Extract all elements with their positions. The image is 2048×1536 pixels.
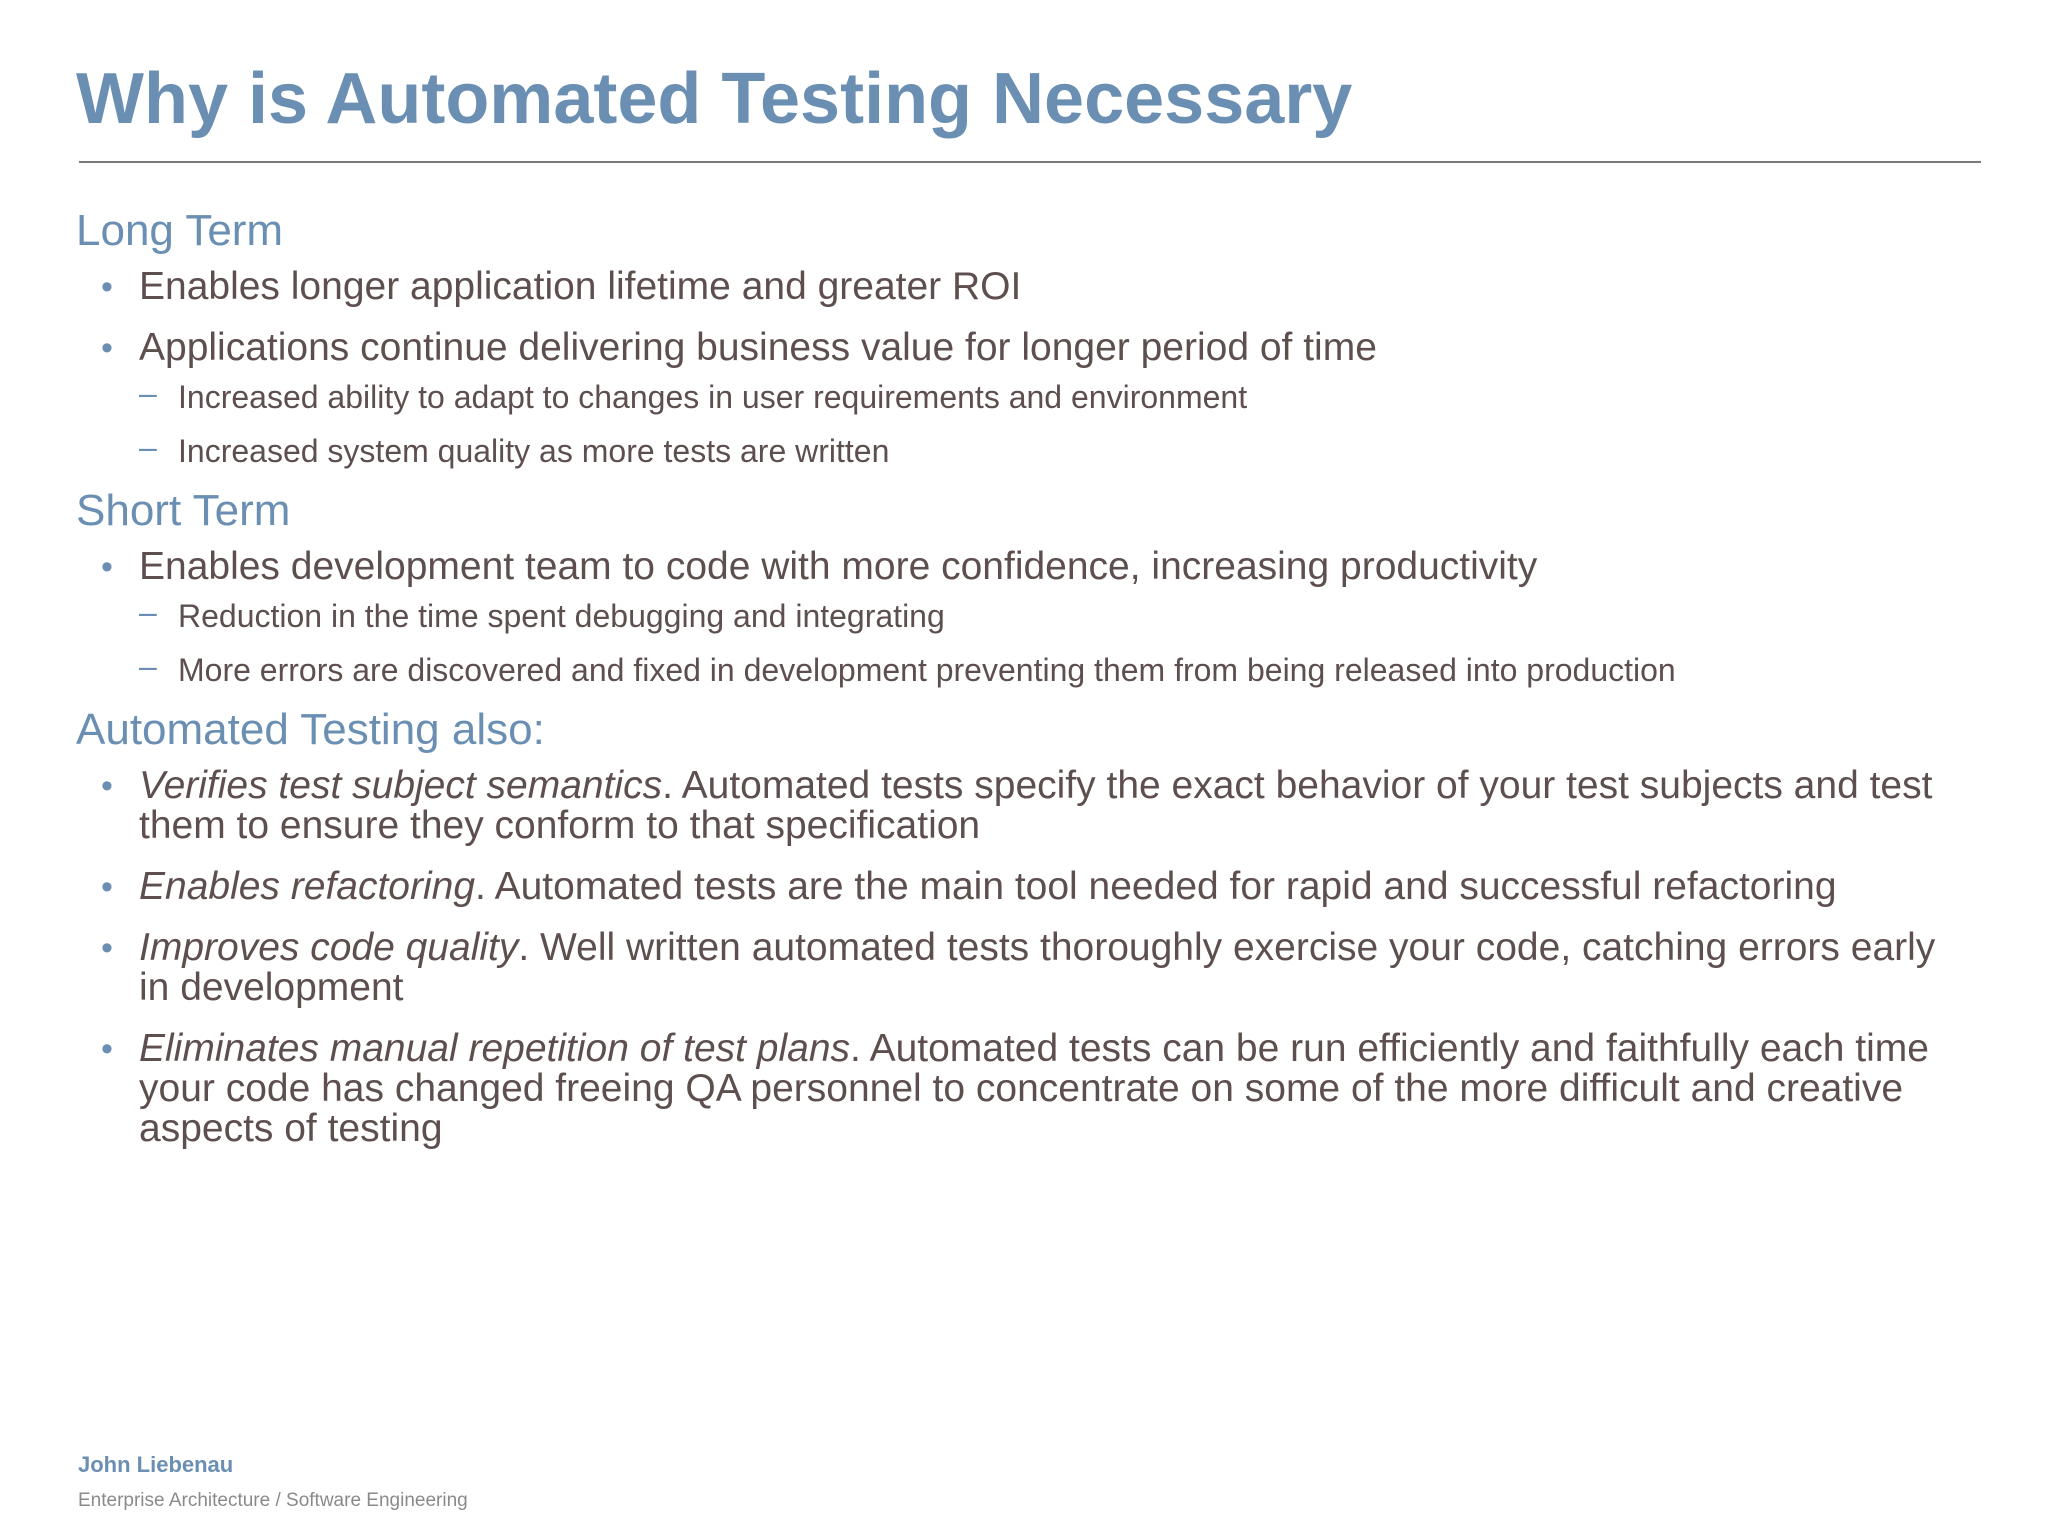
bullet-text: Enables longer application lifetime and greater ROI: [139, 265, 1022, 308]
sub-bullet-dash-icon: –: [139, 375, 157, 411]
sub-bullet-text: Increased ability to adapt to changes in user requirements and environment: [178, 379, 1248, 415]
sub-bullet-text: More errors are discovered and fixed in development preventing them from being released into production: [178, 652, 1676, 688]
bullet-text: . Automated tests are the main tool needed for rapid and successful refactoring: [475, 865, 1837, 908]
bullet-item: [76, 1029, 1969, 1149]
sub-bullet-item: [76, 596, 1976, 636]
section-automated-testing-also: [76, 704, 1976, 1149]
bullet-dot-icon: •: [101, 868, 113, 906]
bullet-dot-icon: •: [101, 548, 113, 586]
sub-bullet-text: Reduction in the time spent debugging and integrating: [178, 598, 945, 634]
bullet-text: Applications continue delivering business value for longer period of time: [139, 326, 1377, 369]
slide-title: Why is Automated Testing Necessary: [76, 59, 1353, 139]
bullet-dot-icon: •: [101, 268, 113, 306]
section-long-term: [76, 205, 1976, 471]
sub-bullet-item: [76, 431, 1976, 471]
bullet-dot-icon: •: [101, 929, 113, 967]
section-short-term: [76, 485, 1976, 690]
footer-author: John Liebenau: [78, 1452, 234, 1477]
bullet-lead-text: Verifies test subject semantics: [139, 764, 663, 807]
bullet-dot-icon: •: [101, 1030, 113, 1068]
bullet-text: . Automated tests can be run efficiently and faithfully each time your code has changed freeing QA personnel to concentrate on some of the more difficult and creative aspects of testing: [139, 1027, 1929, 1150]
sub-bullet-item: [76, 650, 1976, 690]
sub-bullet-dash-icon: –: [139, 429, 157, 465]
section-heading: Automated Testing also:: [76, 705, 545, 754]
section-heading: Long Term: [76, 206, 284, 255]
section-heading: Short Term: [76, 486, 291, 535]
bullet-text: . Well written automated tests thoroughly exercise your code, catching errors early in development: [139, 926, 1936, 1009]
sub-bullet-dash-icon: –: [139, 594, 157, 630]
bullet-item: [76, 928, 1969, 1008]
sub-bullet-item: [76, 377, 1976, 417]
bullet-item: [76, 766, 1969, 846]
bullet-lead-text: Improves code quality: [139, 926, 519, 969]
bullet-item: [76, 867, 1969, 907]
bullet-item: [76, 547, 1976, 587]
sub-bullet-text: Increased system quality as more tests are written: [178, 433, 890, 469]
bullet-text: Enables development team to code with more confidence, increasing productivity: [139, 545, 1538, 588]
bullet-item: [76, 328, 1976, 368]
title-divider: [79, 161, 1981, 163]
bullet-dot-icon: •: [101, 329, 113, 367]
bullet-lead-text: Enables refactoring: [139, 865, 476, 908]
bullet-dot-icon: •: [101, 767, 113, 805]
slide-content: [76, 205, 1976, 1170]
bullet-lead-text: Eliminates manual repetition of test plans: [139, 1027, 851, 1070]
bullet-item: [76, 267, 1976, 307]
footer-department: Enterprise Architecture / Software Engineering: [78, 1490, 468, 1511]
sub-bullet-dash-icon: –: [139, 648, 157, 684]
bullet-text: . Automated tests specify the exact behavior of your test subjects and test them to ensure they conform to that specification: [139, 764, 1933, 847]
